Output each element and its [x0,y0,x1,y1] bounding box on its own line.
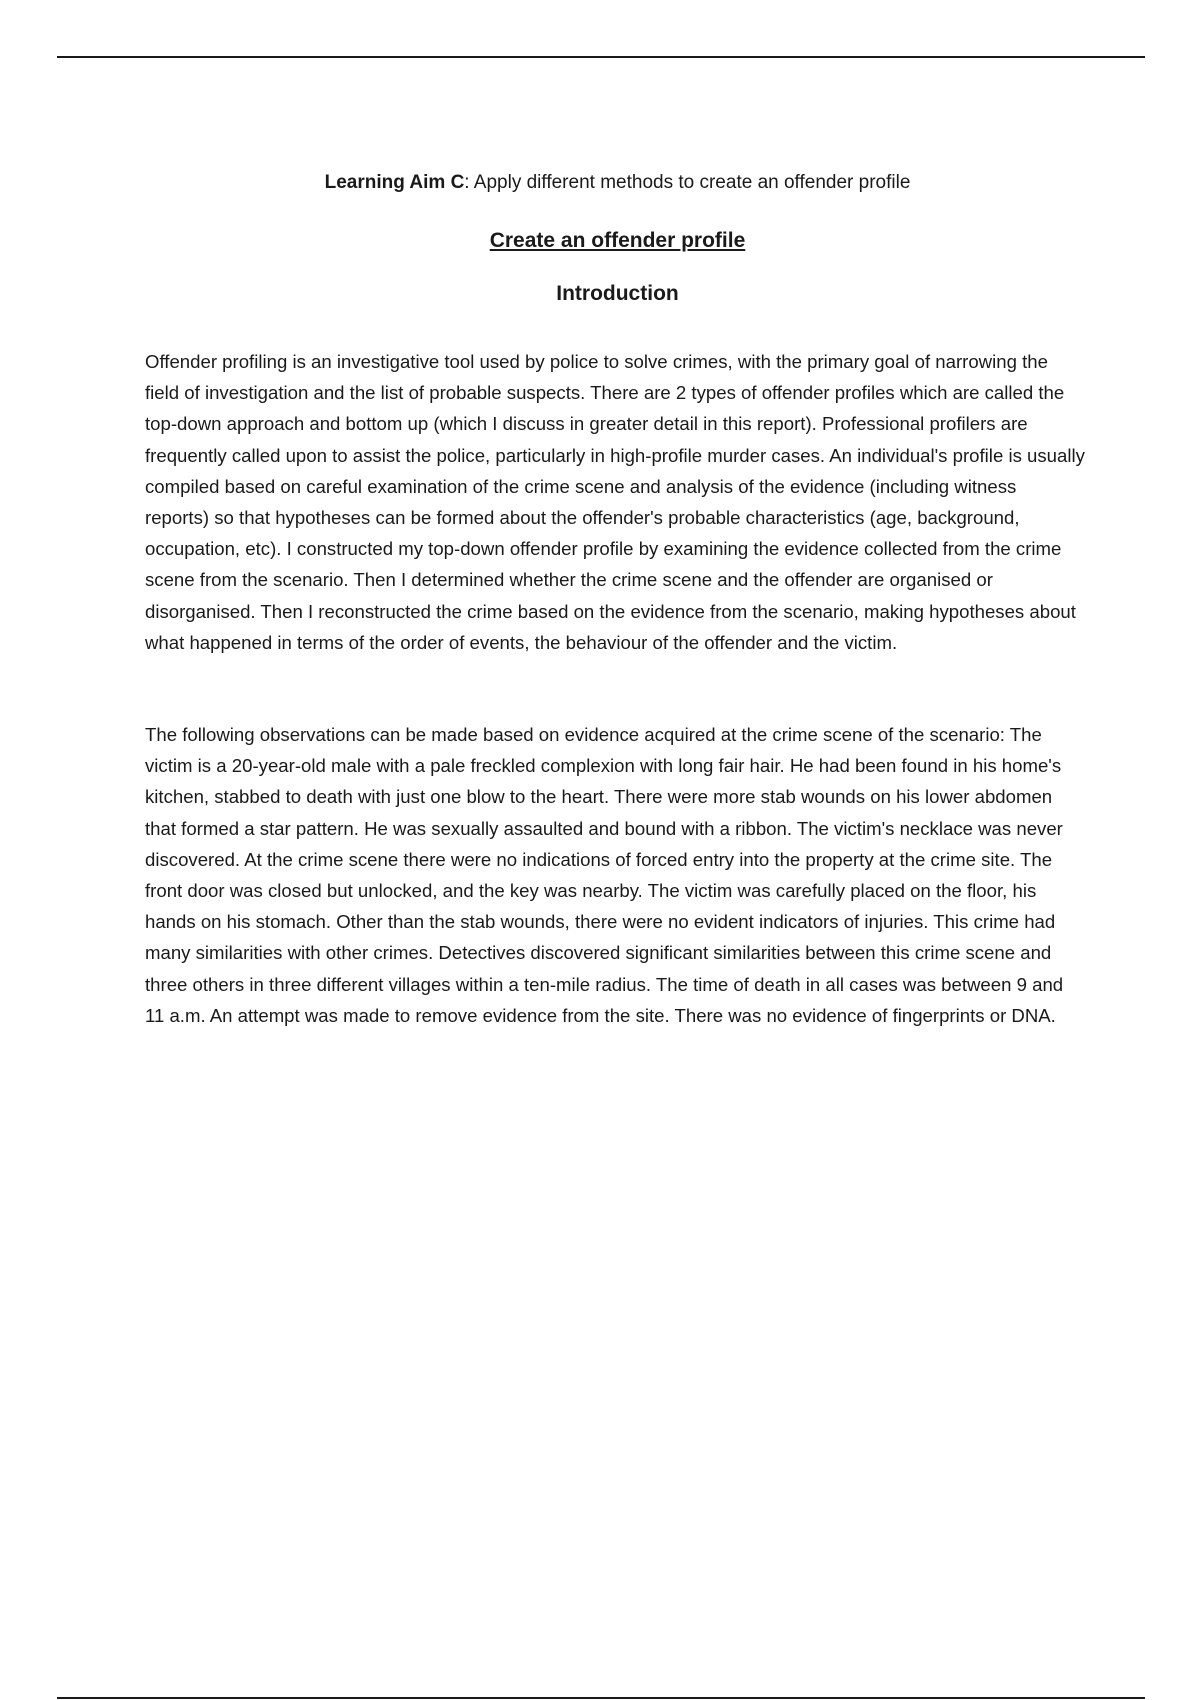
paragraph-observations: The following observations can be made based on evidence acquired at the crime scene of the scenario: The victim is a 20-year-old male with a pale freckled complexion with long fair hair. He had been found in his home's kitchen, stabbed to death with just one blow to the heart. There were more stab wounds on his lower abdomen that formed a star pattern. He was sexually assaulted and bound with a ribbon. The victim's necklace was never discovered. At the crime scene there were no indications of forced entry into the property at the crime site. The front door was closed but unlocked, and the key was nearby. The victim was carefully placed on the floor, his hands on his stomach. Other than the stab wounds, there were no evident indicators of injuries. This crime had many similarities with other crimes. Detectives discovered significant similarities between this crime scene and three others in three different villages within a ten-mile radius. The time of death in all cases was between 9 and 11 a.m. An attempt was made to remove evidence from the site. There was no evidence of fingerprints or DNA. [145,724,1064,1026]
section-heading-introduction: Introduction [556,282,679,305]
learning-aim-label: Learning Aim C [324,172,465,193]
document-title: Create an offender profile [489,229,746,252]
bottom-rule [57,1697,1145,1699]
paragraph-introduction: Offender profiling is an investigative tool used by police to solve crimes, with the primary goal of narrowing the field of investigation and the list of probable suspects. There are 2 types of offender profiles which are called the top-down approach and bottom up (which I discuss in greater detail in this report). Professional profilers are frequently called upon to assist the police, particularly in high-profile murder cases. An individual's profile is usually compiled based on careful examination of the crime scene and analysis of the evidence (including witness reports) so that hypotheses can be formed about the offender's probable characteristics (age, background, occupation, etc). I constructed my top-down offender profile by examining the evidence collected from the crime scene from the scenario. Then I determined whether the crime scene and the offender are organised or disorganised. Then I reconstructed the crime based on the evidence from the scenario, making hypotheses about what happened in terms of the order of events, the behaviour of the offender and the victim. [145,351,1085,653]
learning-aim-text: : Apply different methods to create an offender profile [464,172,911,193]
learning-aim-line [0,170,1200,196]
top-rule [57,56,1145,58]
